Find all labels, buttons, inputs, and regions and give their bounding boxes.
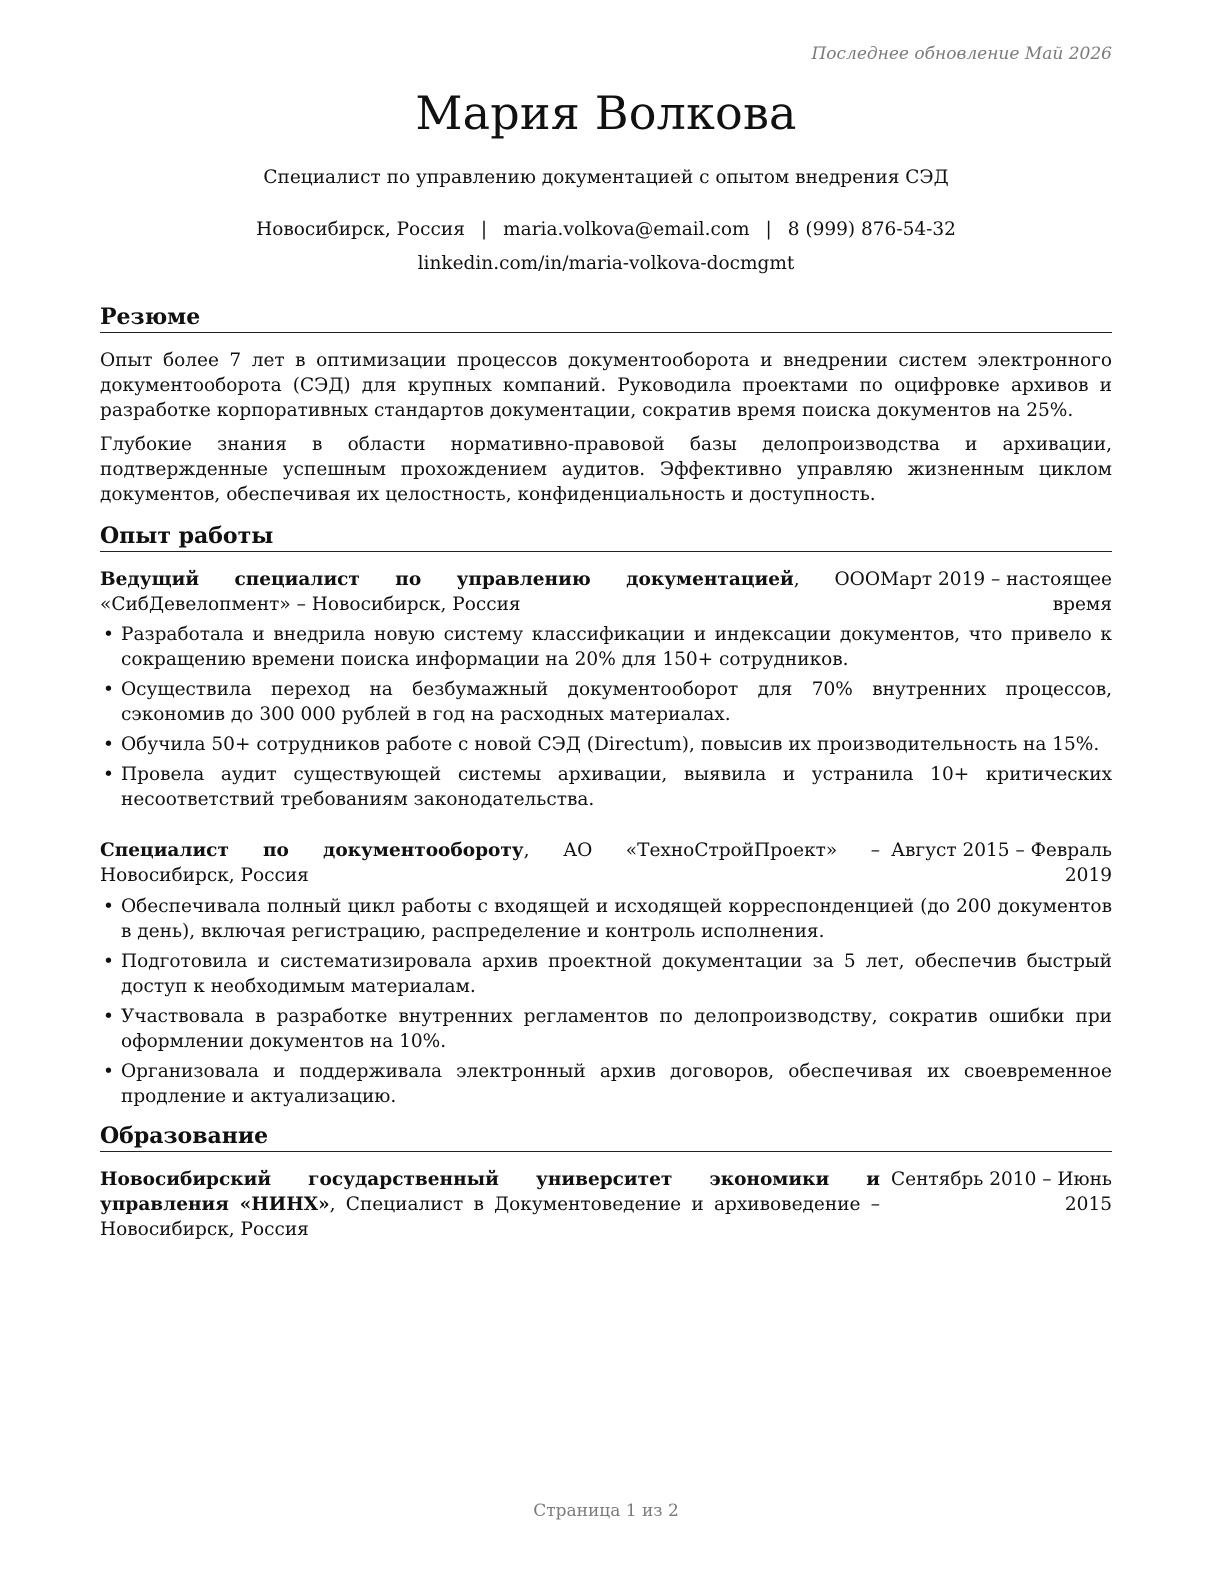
job-dates: Март 2019 – настоящее время xyxy=(880,569,1112,615)
education-details: , Специалист в Документоведение и архивоведение – Новосибирск, Россия xyxy=(100,1194,880,1240)
list-item: • Обеспечивала полный цикл работы с входящей и исходящей корреспонденцией (до 200 документов в день), включая регистрацию, распределение и контроль исполнения. xyxy=(103,896,1112,942)
separator: | xyxy=(480,219,488,240)
job-title-line xyxy=(100,838,880,888)
job-company: , ООО «СибДевелопмент» – Новосибирск, Россия xyxy=(100,569,881,615)
job-company: , АО «ТехноСтройПроект» – Новосибирск, Россия xyxy=(100,840,880,886)
list-item: • Участвовала в разработке внутренних регламентов по делопроизводству, сократив ошибки при оформлении документов на 10%. xyxy=(103,1006,1112,1052)
list-item: • Организовала и поддерживала электронный архив договоров, обеспечивая их своевременное продление и актуализацию. xyxy=(103,1061,1112,1107)
section-title-experience: Опыт работы xyxy=(100,523,1112,552)
job-role: Специалист по документообороту xyxy=(100,840,524,861)
phone: 8 (999) 876-54-32 xyxy=(787,219,956,240)
job-dates: Август 2015 – Февраль 2019 xyxy=(891,840,1112,886)
resume-page xyxy=(100,0,1112,1584)
education-dates: Сентябрь 2010 – Июнь 2015 xyxy=(890,1169,1112,1215)
job-bullets xyxy=(100,894,1112,1114)
job-bullets xyxy=(100,622,1112,817)
section-title-education: Образование xyxy=(100,1123,1112,1152)
bullet-icon: • xyxy=(103,1006,114,1027)
list-item: • Обучила 50+ сотрудников работе с новой СЭД (Directum), повысив их производительность на 15%. xyxy=(103,734,1100,755)
list-item: • Провела аудит существующей системы архивации, выявила и устранила 10+ критических несоответствий требованиям законодательства. xyxy=(103,764,1112,810)
list-item: • Осуществила переход на безбумажный документооборот для 70% внутренних процессов, сэкономив до 300 000 рублей в год на расходных материалах. xyxy=(103,679,1112,725)
candidate-name: Мария Волкова xyxy=(415,86,797,140)
separator: | xyxy=(765,219,772,240)
list-item: • Разработала и внедрила новую систему классификации и индексации документов, что привело к сокращению времени поиска информации на 20% для 150+ сотрудников. xyxy=(103,624,1112,670)
candidate-headline: Специалист по управлению документацией с опытом внедрения СЭД xyxy=(263,167,949,188)
bullet-icon: • xyxy=(103,679,114,700)
list-item: • Подготовила и систематизировала архив проектной документации за 5 лет, обеспечив быстрый доступ к необходимым материалам. xyxy=(103,951,1112,997)
location: Новосибирск, Россия xyxy=(256,219,465,240)
last-updated: Последнее обновление Май 2026 xyxy=(811,44,1112,64)
bullet-icon: • xyxy=(103,1061,114,1082)
job-role: Ведущий специалист по управлению документацией xyxy=(100,569,794,590)
summary-paragraph: Глубокие знания в области нормативно-правовой базы делопроизводства и архивации, подтвержденные успешным прохождением аудитов. Эффективно управляю жизненным циклом документов, обеспечивая их целостность, конфиденциальность и доступность. xyxy=(100,434,1112,505)
bullet-icon: • xyxy=(103,734,114,755)
bullet-icon: • xyxy=(103,764,114,785)
contact-line xyxy=(100,219,1112,240)
bullet-icon: • xyxy=(103,951,114,972)
job-title-line xyxy=(100,567,880,617)
email-link[interactable]: maria.volkova@email.com xyxy=(503,219,750,240)
summary-paragraph: Опыт более 7 лет в оптимизации процессов документооборота и внедрении систем электронного документооборота (СЭД) для крупных компаний. Руководила проектами по оцифровке архивов и разработке корпоративных стандартов документации, сократив время поиска документов на 25%. xyxy=(100,350,1112,421)
education-line xyxy=(100,1167,880,1242)
bullet-icon: • xyxy=(103,624,114,645)
page-number: Страница 1 из 2 xyxy=(533,1501,679,1521)
section-title-summary: Резюме xyxy=(100,304,1112,333)
linkedin-link[interactable]: linkedin.com/in/maria-volkova-docmgmt xyxy=(417,253,795,274)
education-institution: Новосибирский государственный университет экономики и управления «НИНХ» xyxy=(100,1169,880,1215)
bullet-icon: • xyxy=(103,896,114,917)
